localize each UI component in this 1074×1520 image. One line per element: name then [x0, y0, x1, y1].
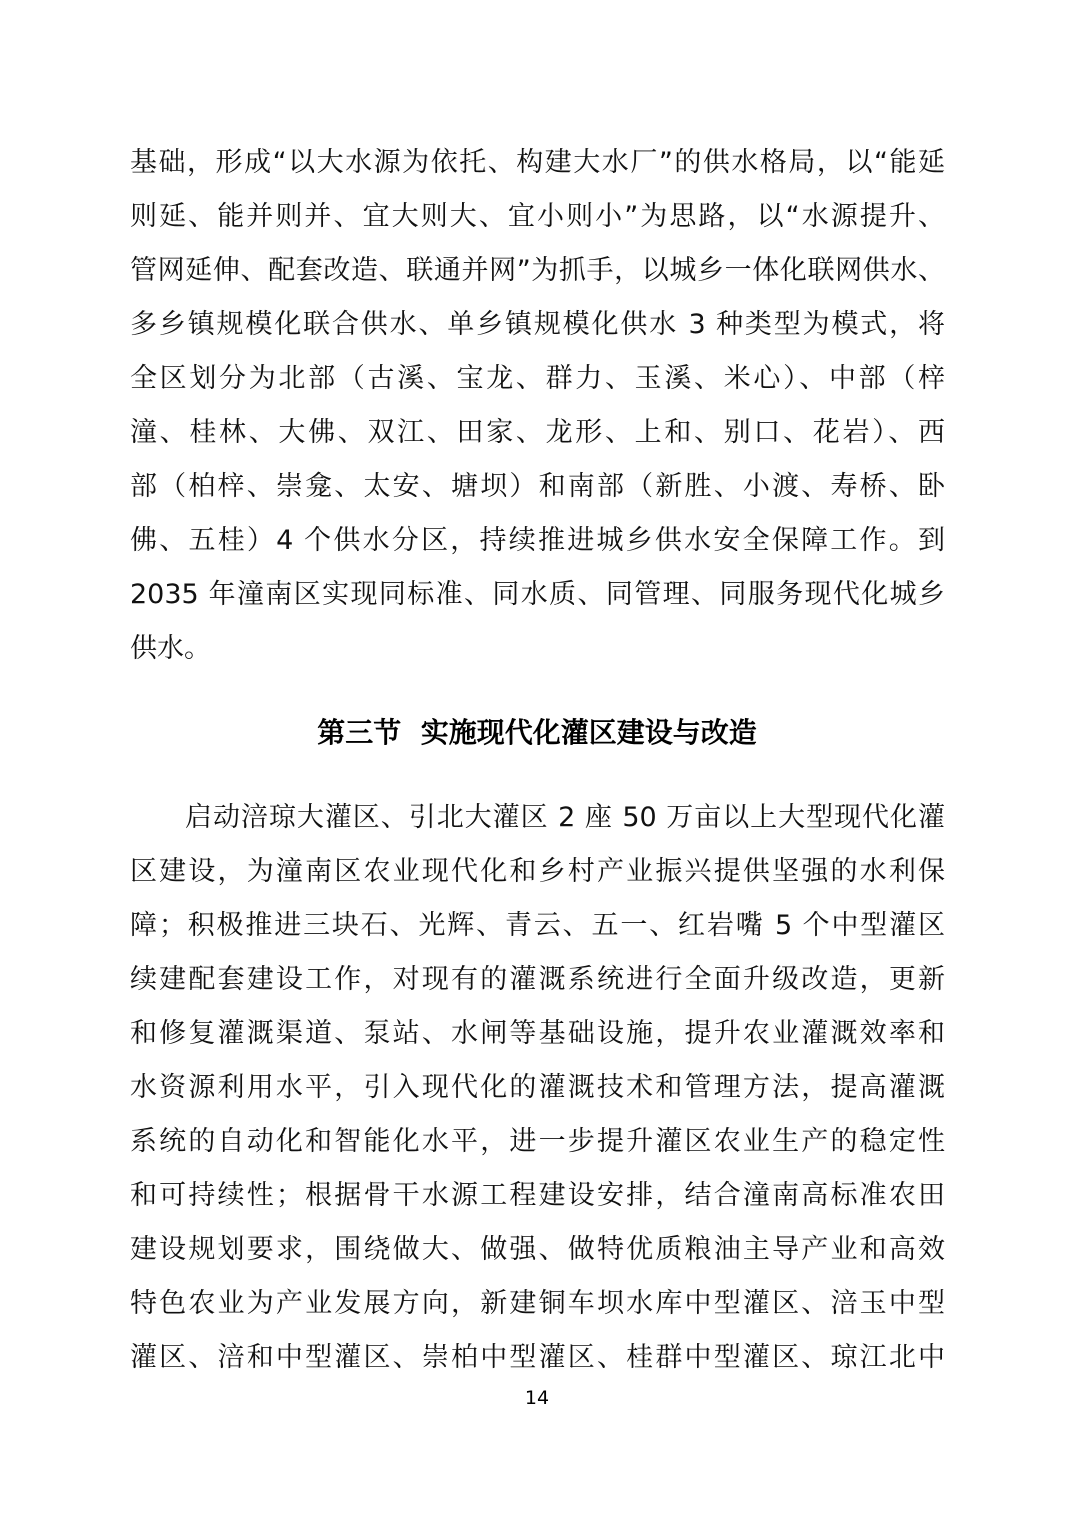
- paragraph-line: 区建设，为潼南区农业现代化和乡村产业振兴提供坚强的水利保: [130, 856, 945, 887]
- paragraph-line: 续建配套建设工作，对现有的灌溉系统进行全面升级改造，更新: [130, 964, 945, 995]
- paragraph-water-supply: [130, 136, 945, 676]
- paragraph-line: 潼、桂林、大佛、双江、田家、龙形、上和、别口、花岩）、西: [130, 417, 945, 448]
- paragraph-line: 部（柏梓、崇龛、太安、塘坝）和南部（新胜、小渡、寿桥、卧: [130, 471, 945, 502]
- paragraph-line: 多乡镇规模化联合供水、单乡镇规模化供水 3 种类型为模式，将: [130, 309, 945, 340]
- paragraph-line: 特色农业为产业发展方向，新建铜车坝水库中型灌区、涪玉中型: [130, 1288, 945, 1319]
- paragraph-line: 供水。: [130, 633, 211, 664]
- page-number: 14: [524, 1387, 550, 1409]
- paragraph-line: 水资源利用水平，引入现代化的灌溉技术和管理方法，提高灌溉: [130, 1072, 945, 1103]
- paragraph-line: 全区划分为北部（古溪、宝龙、群力、玉溪、米心）、中部（梓: [130, 363, 945, 394]
- paragraph-line: 启动涪琼大灌区、引北大灌区 2 座 50 万亩以上大型现代化灌: [185, 802, 945, 833]
- paragraph-line: 和修复灌溉渠道、泵站、水闸等基础设施，提升农业灌溉效率和: [130, 1018, 945, 1049]
- paragraph-line: 2035 年潼南区实现同标准、同水质、同管理、同服务现代化城乡: [130, 579, 945, 610]
- paragraph-line: 建设规划要求，围绕做大、做强、做特优质粮油主导产业和高效: [130, 1234, 945, 1265]
- paragraph-line: 系统的自动化和智能化水平，进一步提升灌区农业生产的稳定性: [130, 1126, 945, 1157]
- paragraph-line: 障；积极推进三块石、光辉、青云、五一、红岩嘴 5 个中型灌区: [130, 910, 945, 941]
- paragraph-line: 灌区、涪和中型灌区、崇柏中型灌区、桂群中型灌区、琼江北中: [130, 1342, 945, 1373]
- paragraph-line: 佛、五桂）4 个供水分区，持续推进城乡供水安全保障工作。到: [130, 525, 945, 556]
- paragraph-line: 基础，形成“以大水源为依托、构建大水厂”的供水格局，以“能延: [130, 147, 945, 178]
- paragraph-line: 和可持续性；根据骨干水源工程建设安排，结合潼南高标准农田: [130, 1180, 945, 1211]
- section-heading: 第三节 实施现代化灌区建设与改造: [317, 716, 757, 749]
- paragraph-line: 管网延伸、配套改造、联通并网”为抓手，以城乡一体化联网供水、: [130, 255, 945, 286]
- paragraph-irrigation: [130, 791, 945, 1385]
- paragraph-line: 则延、能并则并、宜大则大、宜小则小”为思路，以“水源提升、: [130, 201, 945, 232]
